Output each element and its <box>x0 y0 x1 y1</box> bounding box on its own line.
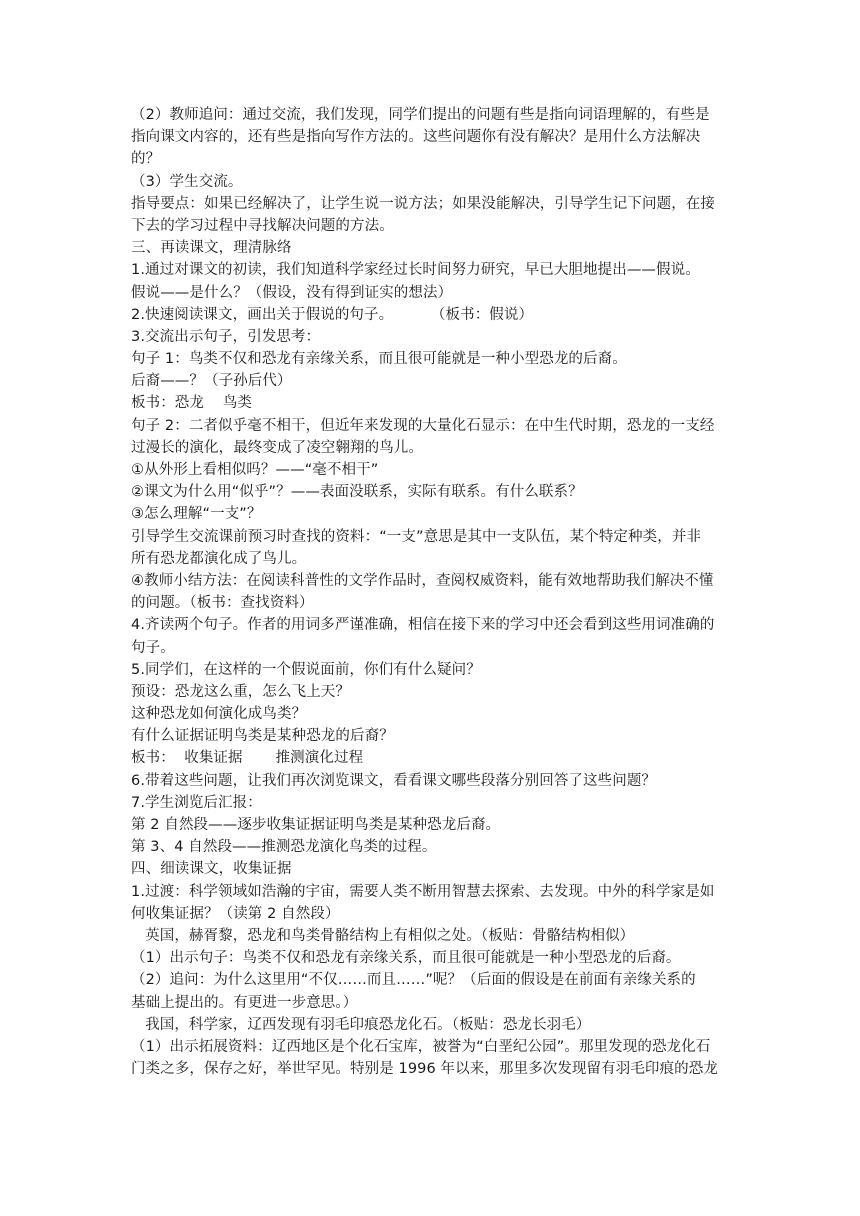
paragraph-line: 基础上提出的。有更进一步意思。） <box>131 994 358 1011</box>
paragraph-line: 有什么证据证明鸟类是某种恐龙的后裔？ <box>131 728 394 745</box>
paragraph-line: 句子 2：二者似乎毫不相干，但近年来发现的大量化石显示：在中生代时期，恐龙的一支经 <box>131 417 715 434</box>
paragraph-line: 门类之多，保存之好，举世罕见。特别是 1996 年以来，那里多次发现留有羽毛印痕的恐龙 <box>131 1061 718 1078</box>
paragraph-line: 的？ <box>131 151 161 168</box>
section-heading: 四、细读课文，收集证据 <box>131 861 292 878</box>
paragraph-line: 7.学生浏览后汇报： <box>131 794 262 811</box>
paragraph-line: ①从外形上看相似吗？——“毫不相干” <box>131 462 379 478</box>
paragraph-line: 假说——是什么？（假设，没有得到证实的想法） <box>131 284 453 301</box>
paragraph-line: 预设：恐龙这么重，怎么飞上天？ <box>131 683 350 700</box>
paragraph-line: （1）出示句子：鸟类不仅和恐龙有亲缘关系，而且很可能就是一种小型恐龙的后裔。 <box>131 950 681 967</box>
paragraph-line: 我国，科学家，辽西发现有羽毛印痕恐龙化石。（板贴：恐龙长羽毛） <box>131 1016 591 1033</box>
paragraph-line: 所有恐龙都演化成了鸟儿。 <box>131 550 307 567</box>
paragraph-line: 这种恐龙如何演化成鸟类？ <box>131 706 307 723</box>
paragraph-line: 板书： 收集证据 推测演化过程 <box>131 750 364 767</box>
paragraph-line: 句子。 <box>131 639 175 656</box>
paragraph-line: 6.带着这些问题，让我们再次浏览课文，看看课文哪些段落分别回答了这些问题？ <box>131 772 657 789</box>
paragraph-line: 引导学生交流课前预习时查找的资料：“一支”意思是其中一支队伍，某个特定种类，并非 <box>131 528 702 545</box>
paragraph-line: ③怎么理解“一支”？ <box>131 506 262 523</box>
paragraph-line: 4.齐读两个句子。作者的用词多严谨准确，相信在接下来的学习中还会看到这些用词准确的 <box>131 617 715 634</box>
paragraph-line: （2）教师追问：通过交流，我们发现，同学们提出的问题有些是指向词语理解的，有些是 <box>131 107 710 123</box>
paragraph-line: 下去的学习过程中寻找解决问题的方法。 <box>131 217 394 234</box>
paragraph-line: （3）学生交流。 <box>131 173 243 190</box>
paragraph-line: 英国，赫胥黎，恐龙和鸟类骨骼结构上有相似之处。（板贴：骨骼结构相似） <box>131 927 635 944</box>
paragraph-line: 何收集证据？（读第 2 自然段） <box>131 905 340 922</box>
paragraph-line: ②课文为什么用“似乎”？——表面没联系，实际有联系。有什么联系？ <box>131 484 583 501</box>
paragraph-line: （2）追问：为什么这里用“不仅……而且……”呢？（后面的假设是在前面有亲缘关系的 <box>131 972 696 989</box>
paragraph-line: ④教师小结方法：在阅读科普性的文学作品时，查阅权威资料，能有效地帮助我们解决不懂 <box>131 572 714 589</box>
paragraph-line: 2.快速阅读课文，画出关于假说的句子。 （板书：假说） <box>131 306 534 323</box>
paragraph-line: （1）出示拓展资料：辽西地区是个化石宝库，被誉为“白垩纪公园”。那里发现的恐龙化石 <box>131 1038 711 1055</box>
paragraph-line: 的问题。（板书：查找资料） <box>131 595 314 612</box>
paragraph-line: 指导要点：如果已经解决了，让学生说一说方法；如果没能解决，引导学生记下问题，在接 <box>131 195 715 212</box>
paragraph-line: 后裔——？（子孙后代） <box>131 373 292 390</box>
paragraph-line: 第 2 自然段——逐步收集证据证明鸟类是某种恐龙后裔。 <box>131 817 501 833</box>
paragraph-line: 3.交流出示句子，引发思考： <box>131 328 321 345</box>
paragraph-line: 1.通过对课文的初读，我们知道科学家经过长时间努力研究，早已大胆地提出——假说。 <box>131 262 700 279</box>
section-heading: 三、再读课文，理清脉络 <box>131 240 292 257</box>
paragraph-line: 5.同学们，在这样的一个假说面前，你们有什么疑问？ <box>131 661 481 678</box>
paragraph-line: 第 3、4 自然段——推测恐龙演化鸟类的过程。 <box>131 839 437 856</box>
paragraph-line: 1.过渡：科学领域如浩瀚的宇宙，需要人类不断用智慧去探索、去发现。中外的科学家是如 <box>131 883 715 900</box>
paragraph-line: 板书：恐龙 鸟类 <box>131 395 253 412</box>
paragraph-line: 指向课文内容的，还有些是指向写作方法的。这些问题你有没有解决？是用什么方法解决 <box>131 129 701 146</box>
paragraph-line: 句子 1：鸟类不仅和恐龙有亲缘关系，而且很可能就是一种小型恐龙的后裔。 <box>131 351 627 368</box>
document-body <box>131 104 734 1080</box>
paragraph-line: 过漫长的演化，最终变成了凌空翱翔的鸟儿。 <box>131 439 423 456</box>
